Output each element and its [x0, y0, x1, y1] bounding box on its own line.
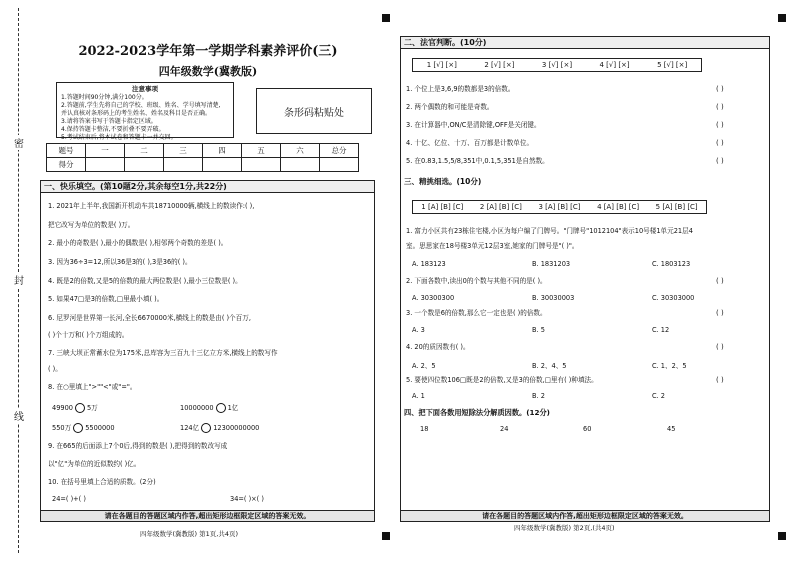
notice-line: 4.保持答题卡整洁,不要折叠不要弄破。 — [61, 126, 165, 134]
score-table-header-row — [47, 144, 359, 158]
choice-option: B. 30030003 — [532, 294, 575, 302]
question-line: 7. 三峡大坝正常蓄水位为175米,总库容为三百九十三亿立方米,横线上的数写作 — [48, 349, 278, 357]
left-page-number: 四年级数学(冀教版) 第1页,共4页) — [140, 530, 239, 538]
notice-line: 3.请将答案书写于答题卡指定区域。 — [61, 118, 157, 126]
compare-item — [52, 403, 98, 413]
compare-item — [180, 423, 259, 433]
judge-answer-option[interactable]: 4 [√] [×] — [599, 61, 630, 69]
choice-paren[interactable]: ( ) — [716, 277, 724, 285]
choice-answer-row — [412, 200, 707, 214]
choice-option: B. 1831203 — [532, 260, 571, 268]
score-cell: 四 — [203, 144, 242, 158]
binding-char-xian: 线 — [12, 408, 26, 423]
choice-option: A. 3 — [412, 326, 425, 334]
judge-question: 5. 在0.83,1.5,5/8,351中,0.1,5,351是自然数。 — [406, 157, 549, 165]
score-cell[interactable] — [203, 158, 242, 172]
question-line: 5. 如果47□是3的倍数,□里最小填( )。 — [48, 295, 164, 303]
question-line: 1. 2021年上半年,我国新开机动车共18710000辆,横线上的数读作:( ), — [48, 202, 255, 210]
barcode-area — [256, 88, 372, 134]
choice-question: 5. 要使四位数106□既是2的倍数,又是3的倍数,□里有( )种填法。 — [406, 376, 598, 384]
score-cell: 得分 — [47, 158, 86, 172]
notice-line: 并认真核对条形码上的考生姓名、姓名及科目是否正确。 — [61, 109, 212, 117]
judge-paren[interactable]: ( ) — [716, 85, 724, 93]
score-cell[interactable] — [281, 158, 320, 172]
choice-option: A. 1 — [412, 392, 425, 400]
score-cell[interactable] — [125, 158, 164, 172]
choice-answer-option[interactable]: 4 [A] [B] [C] — [597, 203, 640, 211]
question-line: 10. 在括号里填上合适的质数。(2分) — [48, 478, 156, 486]
compare-left: 124亿 — [180, 424, 200, 432]
compare-circle[interactable] — [75, 403, 85, 413]
section4-title: 四、把下面各数用短除法分解质因数。(12分) — [404, 408, 550, 417]
compare-circle[interactable] — [201, 423, 211, 433]
choice-question: 1. 富力小区共有23栋住宅楼,小区为每户编了门牌号。"门牌号"1012104"表示10号楼1单元21层4 — [406, 227, 693, 235]
choice-option: B. 2、4、5 — [532, 362, 567, 370]
score-cell[interactable] — [164, 158, 203, 172]
judge-paren[interactable]: ( ) — [716, 121, 724, 129]
factor-number: 24 — [500, 425, 509, 433]
left-footer: 请在各题目的答题区域内作答,超出矩形边框限定区域的答案无效。 — [40, 510, 375, 522]
factor-number: 60 — [583, 425, 592, 433]
choice-option: C. 2 — [652, 392, 665, 400]
choice-question: 室。思思家在18号楼3单元12层3室,她家的门牌号是"( )"。 — [406, 242, 579, 250]
choice-option: C. 30303000 — [652, 294, 695, 302]
score-table-score-row — [47, 158, 359, 172]
choice-question: 2. 下面各数中,读出0的个数与其他不同的是( )。 — [406, 277, 547, 285]
section3-title: 三、精挑细选。(10分) — [404, 177, 482, 186]
choice-option: B. 2 — [532, 392, 545, 400]
compare-left: 10000000 — [180, 404, 214, 412]
score-cell: 二 — [125, 144, 164, 158]
notice-line: 1.答题时间90分钟,满分100分。 — [61, 93, 148, 101]
barcode-label: 条形码粘贴处 — [284, 107, 344, 119]
compare-right: 1亿 — [227, 404, 239, 412]
choice-option: C. 1803123 — [652, 260, 691, 268]
judge-paren[interactable]: ( ) — [716, 103, 724, 111]
exam-subtitle: 四年级数学(冀教版) — [158, 65, 258, 78]
question-line: 8. 在○里填上">""<"或"="。 — [48, 383, 137, 391]
choice-answer-option[interactable]: 2 [A] [B] [C] — [479, 203, 522, 211]
question-line: 3. 因为36÷3=12,所以36是3的( ),3是36的( )。 — [48, 258, 192, 266]
compare-circle[interactable] — [216, 403, 226, 413]
compare-circle[interactable] — [73, 423, 83, 433]
registration-mark — [382, 14, 390, 22]
question-line: 9. 在665的后面添上7个0后,得到的数是( ),把得到的数改写成 — [48, 442, 228, 450]
question-line: 4. 既是2的倍数,又是5的倍数的最大两位数是( ),最小三位数是( )。 — [48, 277, 242, 285]
choice-paren[interactable]: ( ) — [716, 343, 724, 351]
question-line: 把它改写为单位的数是( )万。 — [48, 221, 135, 229]
compare-right: 5500000 — [85, 424, 115, 432]
question-line: ( )。 — [48, 365, 62, 373]
prime-equation[interactable]: 34=( )×( ) — [230, 495, 264, 503]
registration-mark — [778, 14, 786, 22]
judge-question: 4. 十亿、亿位、十万、百万都是计数单位。 — [406, 139, 534, 147]
score-cell: 题号 — [47, 144, 86, 158]
binding-margin — [0, 0, 40, 561]
binding-char-mi: 密 — [12, 135, 26, 150]
binding-char-feng: 封 — [12, 272, 26, 287]
score-cell[interactable] — [86, 158, 125, 172]
compare-right: 5万 — [86, 404, 98, 412]
notice-line: 5.考试结束后,将本试卷和答题卡一并交回。 — [61, 134, 177, 142]
choice-option: C. 12 — [652, 326, 670, 334]
compare-left: 550万 — [52, 424, 72, 432]
judge-question: 2. 两个偶数的和可能是奇数。 — [406, 103, 494, 111]
score-cell: 一 — [86, 144, 125, 158]
choice-option: C. 1、2、5 — [652, 362, 687, 370]
choice-option: B. 5 — [532, 326, 545, 334]
judge-paren[interactable]: ( ) — [716, 139, 724, 147]
choice-answer-option[interactable]: 3 [A] [B] [C] — [538, 203, 581, 211]
notice-box — [56, 82, 234, 142]
score-cell: 五 — [242, 144, 281, 158]
score-cell: 总分 — [320, 144, 359, 158]
choice-answer-option[interactable]: 5 [A] [B] [C] — [655, 203, 698, 211]
judge-answer-option[interactable]: 1 [√] [×] — [426, 61, 457, 69]
judge-answer-row — [412, 58, 702, 72]
right-footer: 请在各题目的答题区域内作答,超出矩形边框限定区域的答案无效。 — [400, 510, 770, 522]
judge-paren[interactable]: ( ) — [716, 157, 724, 165]
score-table — [46, 143, 359, 172]
question-line: 2. 最小的奇数是( ),最小的偶数是( ),相邻两个奇数的差是( )。 — [48, 239, 228, 247]
section2-title: 二、法官判断。(10分) — [400, 36, 770, 49]
compare-right: 12300000000 — [213, 424, 260, 432]
choice-option: A. 30300300 — [412, 294, 455, 302]
choice-question: 3. 一个数是6的倍数,那么它一定也是( )的倍数。 — [406, 309, 547, 317]
notice-heading: 注意事项 — [132, 85, 158, 93]
registration-mark — [778, 532, 786, 540]
score-cell: 三 — [164, 144, 203, 158]
compare-left: 49900 — [52, 404, 73, 412]
judge-answer-option[interactable]: 5 [√] [×] — [657, 61, 688, 69]
factor-number: 18 — [420, 425, 429, 433]
prime-equation[interactable]: 24=( )+( ) — [52, 495, 86, 503]
question-line: 以"亿"为单位的近似数约( )亿。 — [48, 460, 141, 468]
judge-answer-option[interactable]: 2 [√] [×] — [484, 61, 515, 69]
judge-question: 3. 在计算器中,ON/C是清除键,OFF是关闭键。 — [406, 121, 541, 129]
score-cell[interactable] — [242, 158, 281, 172]
score-cell: 六 — [281, 144, 320, 158]
question-line: ( )个十万和( )个万组成的。 — [48, 331, 129, 339]
choice-answer-option[interactable]: 1 [A] [B] [C] — [421, 203, 464, 211]
exam-title: 2022-2023学年第一学期学科素养评价(三) — [78, 44, 338, 59]
compare-item — [52, 423, 115, 433]
compare-item — [180, 403, 238, 413]
choice-question: 4. 20的质因数有( )。 — [406, 343, 470, 351]
choice-paren[interactable]: ( ) — [716, 309, 724, 317]
notice-line: 2.答题前,学生先将自己的学校、班级、姓名、学号填写清楚, — [61, 101, 221, 109]
section1-title: 一、快乐填空。(第10题2分,其余每空1分,共22分) — [40, 180, 375, 193]
question-line: 6. 尼罗河是世界第一长河,全长6670000米,横线上的数是由( )个百万, — [48, 314, 251, 322]
registration-mark — [382, 532, 390, 540]
choice-option: A. 183123 — [412, 260, 446, 268]
factor-number: 45 — [667, 425, 676, 433]
choice-paren[interactable]: ( ) — [716, 376, 724, 384]
right-page-number: 四年级数学(冀教版) 第2页,(共4页) — [514, 524, 615, 532]
judge-question: 1. 个位上是3,6,9的数都是3的倍数。 — [406, 85, 515, 93]
judge-answer-option[interactable]: 3 [√] [×] — [541, 61, 573, 69]
score-cell[interactable] — [320, 158, 359, 172]
choice-option: A. 2、5 — [412, 362, 436, 370]
